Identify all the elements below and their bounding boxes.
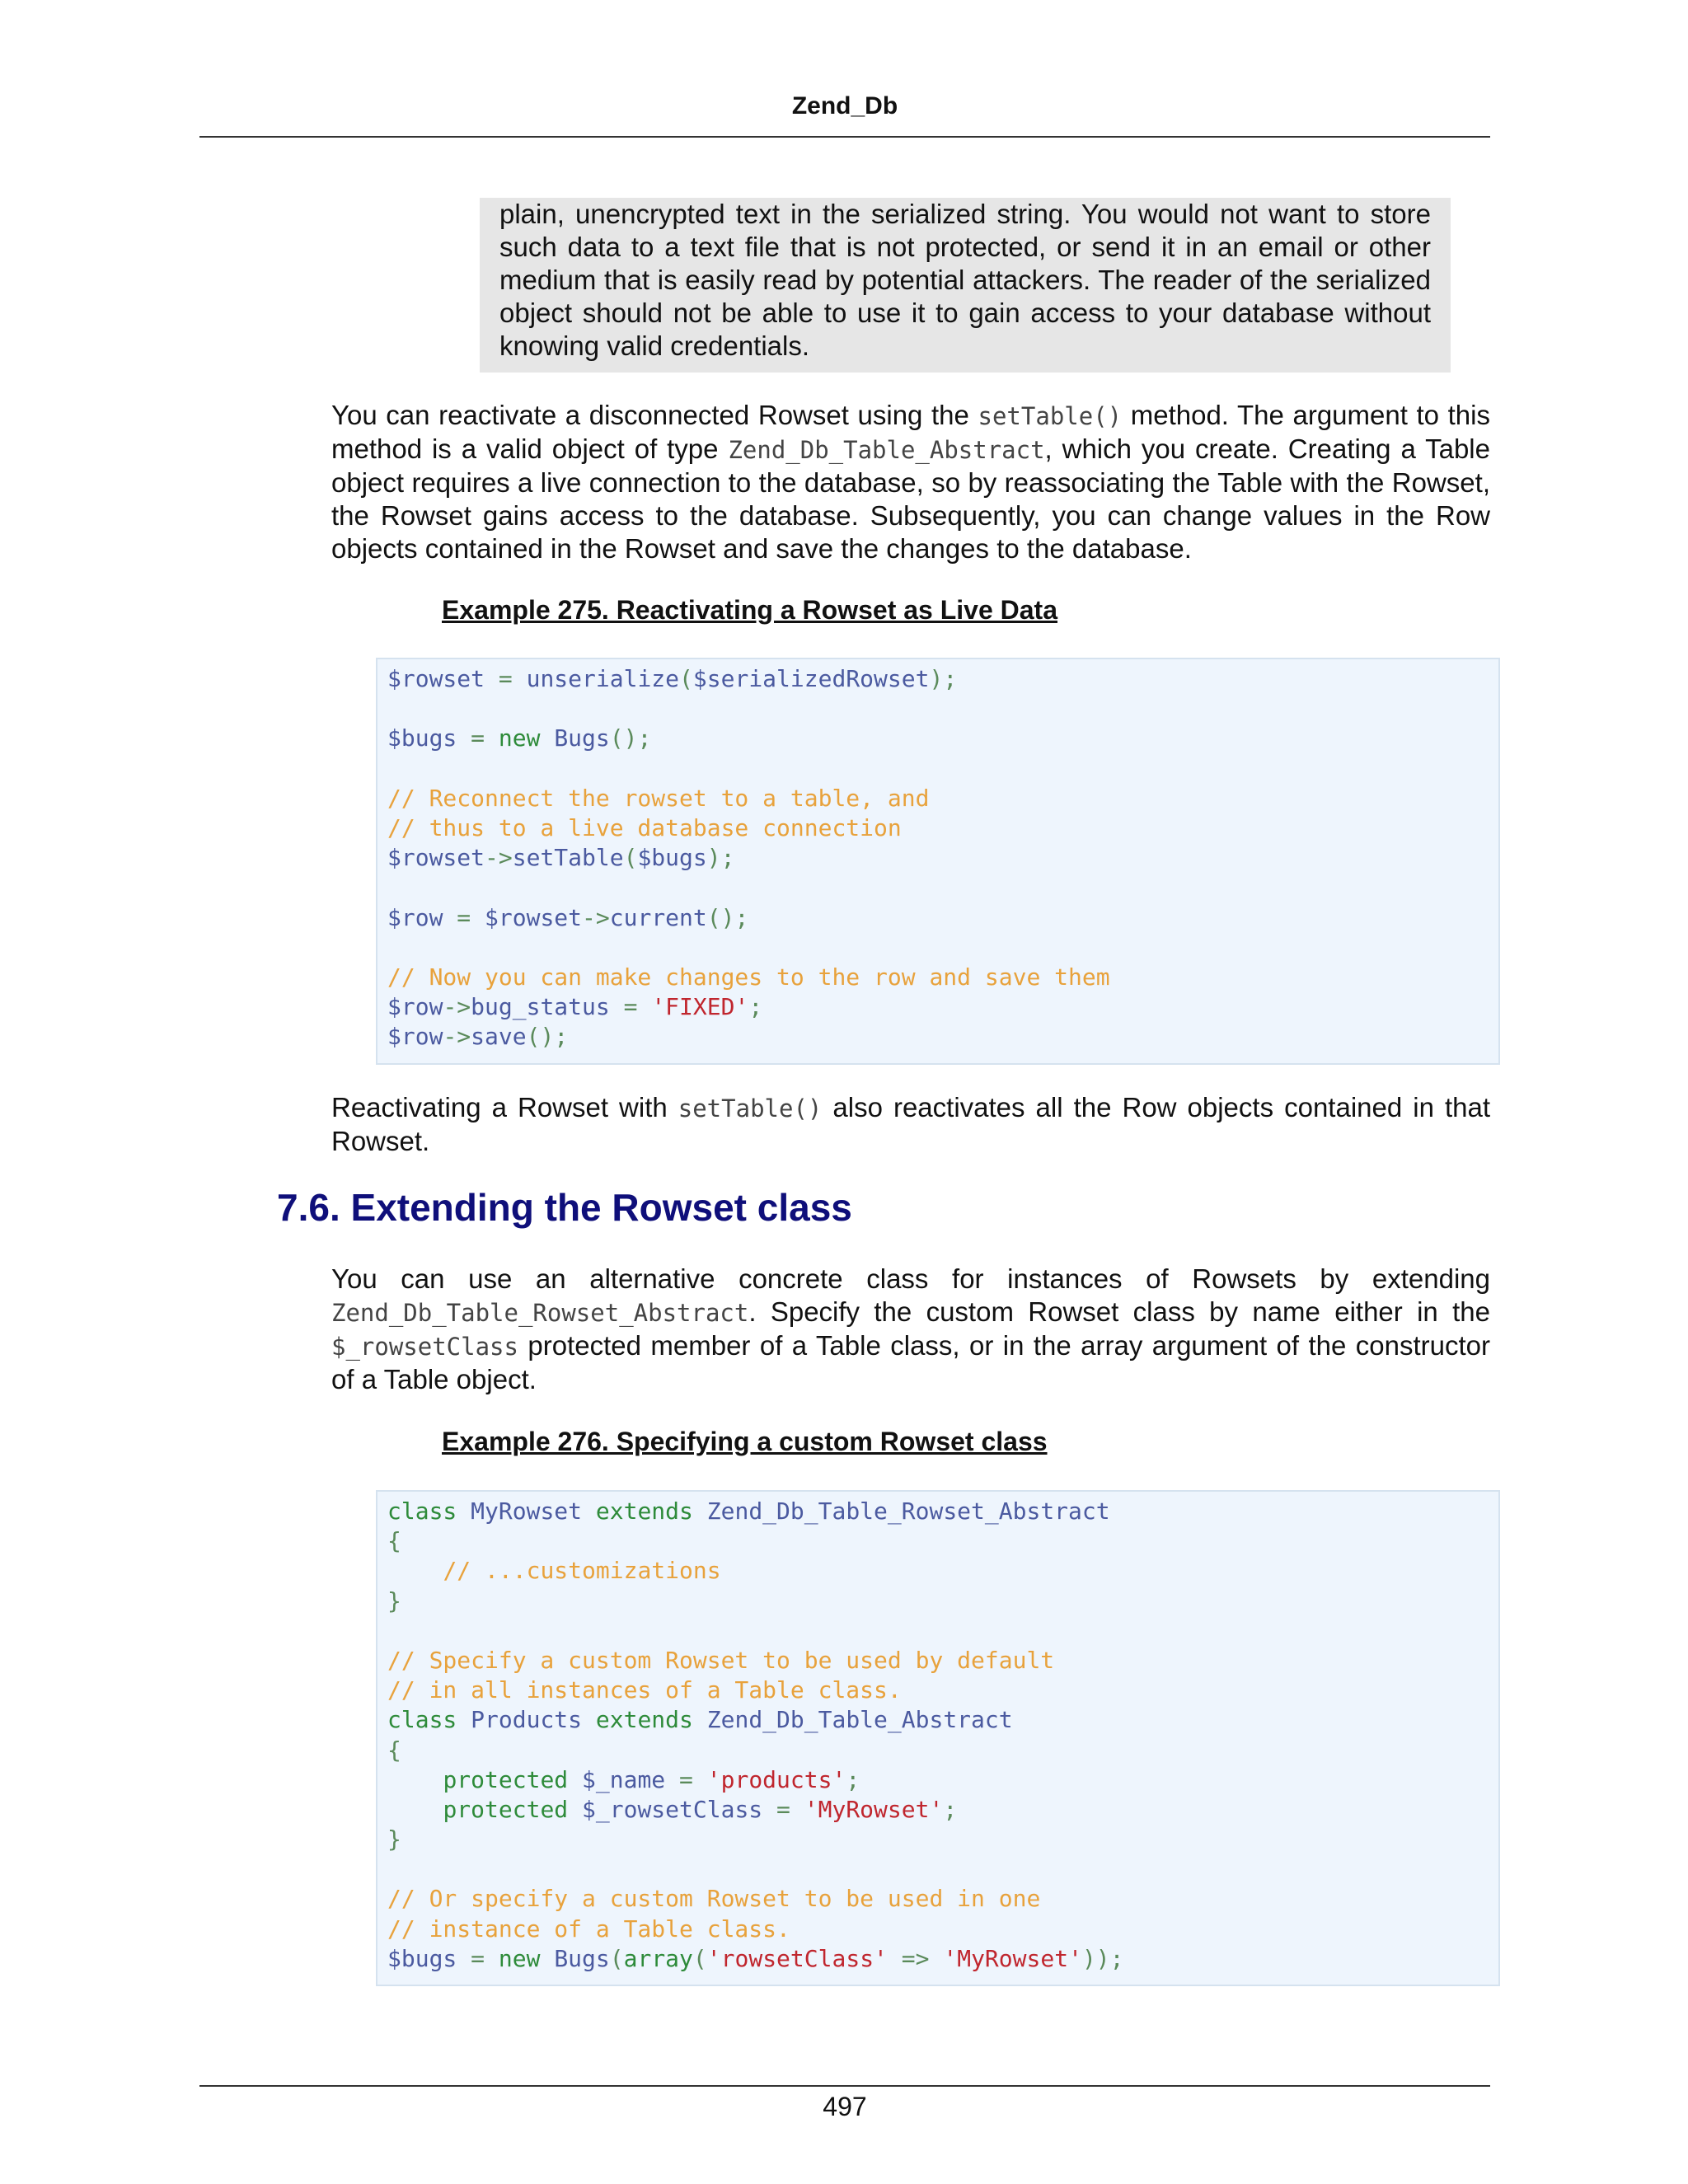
code-line (387, 933, 1498, 963)
code-line: // ...customizations (443, 1557, 721, 1585)
code-line: // Specify a custom Rowset to be used by default (387, 1646, 1055, 1674)
code-line: $row = $rowset->current(); (387, 903, 749, 931)
code-line: // instance of a Table class. (387, 1915, 790, 1943)
code-line (387, 1616, 1498, 1646)
code-line: // Or specify a custom Rowset to be used in one (387, 1885, 1041, 1913)
paragraph-text: protected member of a Table class, or in the array argument of the constructor of a Table object. (331, 1330, 1490, 1394)
note-text: plain, unencrypted text in the serialized string. You would not want to store such data to a text file that is not protected, or send it in an email or other medium that is easily read by potential attackers. The reader of the serialized object should not be able to use it to gain access to your database without knowing valid credentials. (499, 199, 1431, 361)
code-line: } (387, 1586, 401, 1615)
code-line: { (387, 1736, 401, 1764)
code-line: { (387, 1527, 401, 1555)
paragraph-text: also reactivates all the Row objects contained in that Rowset. (331, 1092, 1490, 1156)
example-275-code (376, 658, 1500, 1065)
code-line (387, 694, 1498, 724)
code-line: // in all instances of a Table class. (387, 1676, 902, 1704)
code-line: $bugs = new Bugs(); (387, 724, 652, 752)
code-line: class Products extends Zend_Db_Table_Abstract (387, 1706, 1013, 1734)
paragraph-reactivating-note (331, 1091, 1490, 1158)
code-line: protected $_name = 'products'; (443, 1765, 860, 1793)
paragraph-extending (331, 1263, 1490, 1396)
code-line: $row->save(); (387, 1023, 569, 1051)
section-heading: 7.6. Extending the Rowset class (277, 1186, 852, 1229)
paragraph-text: . Specify the custom Rowset class by name either in the (748, 1296, 1490, 1327)
page-number: 497 (823, 2092, 867, 2121)
running-header: Zend_Db (791, 92, 898, 120)
code-line: $rowset->setTable($bugs); (387, 844, 735, 872)
code-line: $bugs = new Bugs(array('rowsetClass' => 'MyRowset')); (387, 1944, 1124, 1972)
code-line: } (387, 1825, 401, 1854)
paragraph-text: You can reactivate a disconnected Rowset using the (331, 400, 978, 430)
example-276-code (376, 1490, 1500, 1986)
paragraph-text: method. The argument to this method is a valid object of type (331, 400, 1490, 464)
code-line: $rowset = unserialize($serializedRowset); (387, 665, 958, 692)
inline-code: Zend_Db_Table_Abstract (728, 436, 1045, 464)
footer-rule (199, 2085, 1490, 2087)
code-line: $row->bug_status = 'FIXED'; (387, 993, 763, 1021)
inline-code: Zend_Db_Table_Rowset_Abstract (331, 1299, 749, 1327)
code-line (387, 1854, 1498, 1884)
note-box (480, 198, 1451, 373)
paragraph-text: , which you create. Creating a Table object requires a live connection to the database, so by reassociating the Table with the Rowset, the Rowset gains access to the database. Subsequently, you can change values in the Row objects contained in the Rowset and save the changes to the database. (331, 434, 1490, 564)
code-line (387, 873, 1498, 902)
example-275-title: Example 275. Reactivating a Rowset as Live Data (442, 595, 1057, 625)
inline-code: setTable() (678, 1094, 823, 1122)
code-line: // thus to a live database connection (387, 813, 902, 841)
header-rule (199, 136, 1490, 138)
inline-code: setTable() (978, 402, 1123, 430)
code-line: // Reconnect the rowset to a table, and (387, 784, 930, 812)
inline-code: $_rowsetClass (331, 1333, 518, 1361)
code-line: // Now you can make changes to the row and save them (387, 963, 1110, 991)
example-276-title: Example 276. Specifying a custom Rowset class (442, 1427, 1048, 1456)
code-line: protected $_rowsetClass = 'MyRowset'; (443, 1795, 958, 1823)
code-line: class MyRowset extends Zend_Db_Table_Rowset_Abstract (387, 1497, 1110, 1525)
code-line (387, 754, 1498, 784)
paragraph-reactivate (331, 399, 1490, 565)
paragraph-text: You can use an alternative concrete class for instances of Rowsets by extending (331, 1263, 1490, 1294)
paragraph-text: Reactivating a Rowset with (331, 1092, 678, 1122)
